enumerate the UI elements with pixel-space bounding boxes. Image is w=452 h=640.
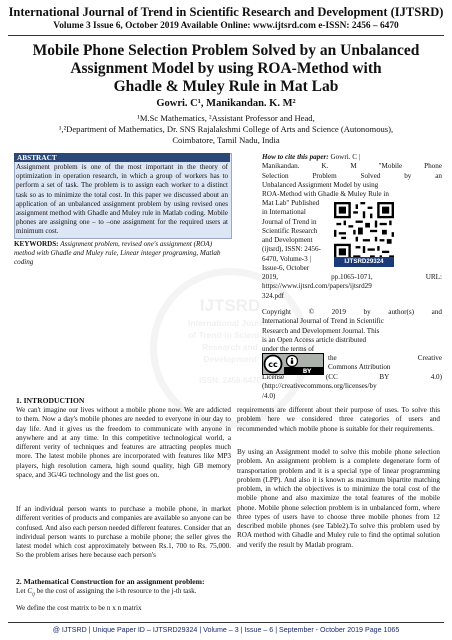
authors: Gowri. C¹, Manikandan. K. M² xyxy=(156,98,296,109)
cite-lead: How to cite this paper: xyxy=(262,153,329,161)
paper-title xyxy=(20,42,432,96)
svg-text:cc: cc xyxy=(268,360,278,369)
watermark-line-1: IJTSRD xyxy=(199,296,261,315)
watermark-line-6: ISSN: 2456-6470 xyxy=(199,376,261,385)
watermark-line-4: Research and xyxy=(202,342,258,352)
abstract-text: Assignment problem is one of the most important in the theory of optimization in operation research, in which a group of workers has to perform a set of task. The problem is to assign each worker to a distinct task so as to minimize the total cost. In this paper we discussed about an application of an unbalanced assignment problem by using revised ones assignment method with Ghadle and Muley rule in Matlab coding. Mobile phones are assigning one – to –one assignment for the required users at minimum cost. xyxy=(16,163,228,236)
watermark-line-3: of Trend in Scientific xyxy=(188,330,272,340)
watermark-line-2: International Journal xyxy=(187,318,273,328)
copyright-block-top: Copyright © 2019 by author(s) and International Journal of Trend in Scientific Research and Development Journal. This is an Open Access article distributed under the terms of xyxy=(262,308,442,353)
cite-block-top: How to cite this paper: Gowri. C | Manikandan. K. M "Mobile Phone Selection Problem Solved by an Unbalanced Assignment Model by using ROA-Method with Ghadle & Muley Rule in xyxy=(262,153,442,198)
license-url[interactable]: (http://creativecommons.org/licenses/by xyxy=(262,382,377,391)
journal-name: International Journal of Trend in Scientific Research and Development (IJTSRD) xyxy=(8,5,444,19)
affiliation-2: ¹,²Department of Mathematics, Dr. SNS Rajalakshmi College of Arts and Science (Autonomous), xyxy=(58,124,394,134)
intro-paragraph-4: By using an Assignment model to solve this mobile phone selection problem. An assignment problem is a complete degenerate form of transportation problem and it is a special type of linear programming problem (LPP). And also it is known as maximum bipartite matching problem, in which the objectives is to minimize the total cost of the mobile phone and also maximize the total features of the mobile phone. Mobile phone selection problem is in unbalanced form, where three types of users have to choose three mobile phones from 12 described mobile phones (see Table2).To solve this problem used by ROA method with Ghadle and Muley rule to find the optimal solution and verify the result by Matlab program. xyxy=(237,448,440,549)
affiliation-3: Coimbatore, Tamil Nadu, India xyxy=(172,135,280,145)
cc-by-license-icon xyxy=(262,353,324,375)
title-line-2: Assignment Model by using ROA-Method with xyxy=(70,60,382,77)
affiliation-1: ¹M.Sc Mathematics, ²Assistant Professor and Head, xyxy=(137,113,315,123)
title-line-3: Ghadle & Muley Rule in Mat Lab xyxy=(113,78,339,95)
intro-paragraph-2: If an individual person wants to purchase a mobile phone, in market different verities of products and companies are available so anyone can be confused. And also each person needed different features. Consider that an individual person wants to purchase a mobile phone; the seller gives the latest model which cost approximately between Rs.1, 700 to Rs. 75,000. So the problem arises here because each person's xyxy=(16,505,231,560)
keywords-label: KEYWORDS: xyxy=(14,240,59,248)
abstract-tag: ABSTRACT xyxy=(14,153,230,162)
watermark-line-5: Development xyxy=(203,354,257,364)
keywords xyxy=(14,240,232,268)
copyright-block-mid: the Creative Commons Attribution xyxy=(328,354,442,372)
svg-text:BY: BY xyxy=(302,368,312,375)
intro-paragraph-1: We can't imagine our lives without a mobile phone now. We are addicted to them. Now a day's mobile phones are needed to everyone in our day to day life. And it gives us the freedom to communicate with anyone in anywhere and at any time. In this competitive technological world, a different verity of techniques and features are attracting peoples much more. The latest mobile phones are incorporated with features like MP3 players, high resolution camera, high sound quality, high GB memory space, and 3G/4G technology and the list goes on. xyxy=(16,406,231,479)
cite-block-bottom: 2019, pp.1065-1071, URL: https://www.ijtsrd.com/papers/ijtsrd29 324.pdf xyxy=(262,273,442,300)
qr-code-image xyxy=(334,202,394,260)
header-rule xyxy=(8,35,444,36)
keywords-text: Assignment problem, revised one's assignment (ROA) method with Ghadle and Muley rule, Linear integer programing, Matlab coding xyxy=(14,240,221,267)
math-heading: 2. Mathematical Construction for an assignment problem: xyxy=(16,577,205,586)
journal-issue-line: Volume 3 Issue 6, October 2019 Available Online: www.ijtsrd.com e-ISSN: 2456 – 6470 xyxy=(53,21,399,31)
cost-subscript: ij xyxy=(32,592,35,598)
title-line-1: Mobile Phone Selection Problem Solved by an Unbalanced xyxy=(32,42,420,59)
copyright-block-bottom: License (CC BY 4.0) (http://creativecommons.org/licenses/by /4.0) xyxy=(262,373,442,400)
cite-block-mid: Mat Lab" Published in International Journal of Trend in Scientific Research and Development (ijtsrd), ISSN: 2456- 6470, Volume-3 | Issue-6, October xyxy=(262,199,321,272)
cost-symbol: C xyxy=(27,587,33,595)
footer-rule xyxy=(8,622,444,623)
math-definition: We define the cost matrix to be n x n matrix xyxy=(16,604,142,612)
intro-paragraph-3: requirements are different about their purpose of uses. To solve this problem here we considered three categories of users and recommended which mobile phone is suitable for their requirements. xyxy=(237,406,440,433)
qr-paper-id-label: IJTSRD29324 xyxy=(334,257,394,267)
intro-heading: 1. INTRODUCTION xyxy=(16,396,85,405)
page-footer: @ IJTSRD | Unique Paper ID – IJTSRD29324 | Volume – 3 | Issue – 6 | September - October 2019 Page 1065 xyxy=(52,626,400,634)
math-let-line: Let $C_{ij}$ be the cost of assigning the i-th resource to the j-th task. xyxy=(16,587,197,598)
cite-url[interactable]: https://www.ijtsrd.com/papers/ijtsrd29 xyxy=(262,282,372,291)
